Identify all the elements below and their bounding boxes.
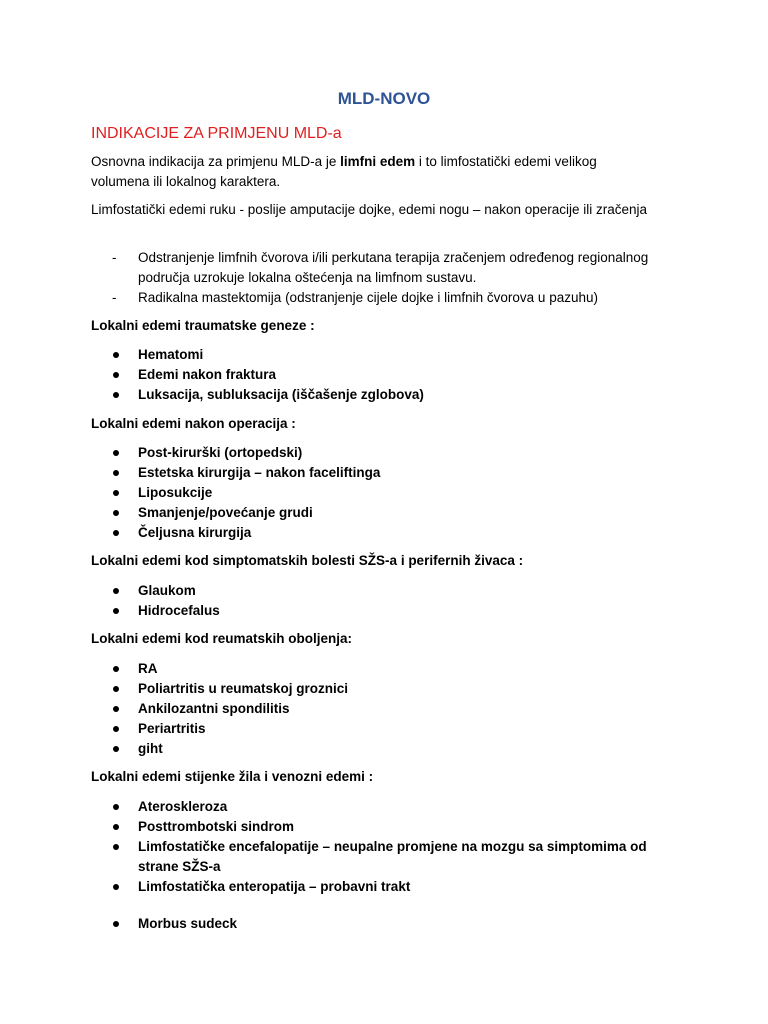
- bullet-icon: [113, 392, 119, 398]
- dash-marker: -: [112, 250, 117, 265]
- list-item: [0, 503, 658, 523]
- bullet-icon: [113, 706, 119, 712]
- list-item-text: Periartritis: [138, 721, 206, 736]
- list-item-text: Ateroskleroza: [138, 799, 228, 814]
- list-item: [0, 483, 658, 503]
- list-item-text: Limfostatičke encefalopatije – neupalne promjene na mozgu sa simptomima od strane SŽS-a: [138, 839, 647, 874]
- list-item-text: Odstranjenje limfnih čvorova i/ili perkutana terapija zračenjem određenog regionalnog područja uzrokuje lokalna oštećenja na limfnom sustavu.: [138, 250, 649, 285]
- list-item: [0, 523, 658, 543]
- list-item: [0, 719, 658, 739]
- list-item: [0, 837, 658, 877]
- bullet-icon: [113, 884, 119, 890]
- dash-marker: -: [112, 290, 117, 305]
- bullet-icon: [113, 490, 119, 496]
- bullet-icon: [113, 530, 119, 536]
- list-item: [0, 659, 658, 679]
- list-item: [0, 288, 658, 308]
- intro-text-before: Osnovna indikacija za primjenu MLD-a je: [91, 154, 341, 169]
- list-item: [0, 797, 658, 817]
- bullet-icon: [113, 470, 119, 476]
- section-heading: Lokalni edemi kod reumatskih oboljenja:: [91, 631, 353, 646]
- page-title: MLD-NOVO: [337, 89, 431, 108]
- list-item-text: Morbus sudeck: [138, 916, 238, 931]
- list-item-text: Radikalna mastektomija (odstranjenje cijele dojke i limfnih čvorova u pazuhu): [138, 290, 598, 305]
- dash-list: [0, 248, 700, 308]
- list-item: [0, 679, 658, 699]
- list-item-text: RA: [138, 661, 158, 676]
- list-item: [0, 699, 658, 719]
- bullet-icon: [113, 510, 119, 516]
- list-item: [0, 365, 658, 385]
- list-item-text: Ankilozantni spondilitis: [138, 701, 290, 716]
- list-item: [0, 877, 658, 897]
- bullet-icon: [113, 804, 119, 810]
- section-heading: Lokalni edemi traumatske geneze :: [91, 318, 315, 333]
- bullet-icon: [113, 352, 119, 358]
- bullet-icon: [113, 921, 119, 927]
- list-item: [0, 463, 658, 483]
- list-item-text: Estetska kirurgija – nakon faceliftinga: [138, 465, 381, 480]
- list-item-text: Luksacija, subluksacija (iščašenje zglobova): [138, 387, 424, 402]
- list-item: [0, 385, 658, 405]
- section-heading: Lokalni edemi nakon operacija :: [91, 416, 296, 431]
- list-item-text: Glaukom: [138, 583, 196, 598]
- bullet-list: [0, 659, 700, 759]
- bullet-list: [0, 581, 700, 621]
- bullet-icon: [113, 372, 119, 378]
- bullet-icon: [113, 746, 119, 752]
- list-item-text: Poliartritis u reumatskoj groznici: [138, 681, 349, 696]
- list-item: [0, 914, 658, 934]
- intro-paragraph: [91, 152, 651, 192]
- list-item-text: Čeljusna kirurgija: [138, 525, 252, 540]
- bullet-list: [0, 914, 700, 934]
- list-item: [0, 248, 658, 288]
- bullet-icon: [113, 824, 119, 830]
- bullet-icon: [113, 686, 119, 692]
- bullet-icon: [113, 450, 119, 456]
- bullet-list: [0, 345, 700, 405]
- list-item-text: Edemi nakon fraktura: [138, 367, 277, 382]
- section-subtitle: INDIKACIJE ZA PRIMJENU MLD-a: [91, 125, 342, 142]
- bullet-icon: [113, 588, 119, 594]
- list-item: [0, 581, 658, 601]
- section-heading: Lokalni edemi stijenke žila i venozni edemi :: [91, 769, 374, 784]
- list-item: [0, 817, 658, 837]
- bullet-list: [0, 797, 700, 897]
- bullet-icon: [113, 666, 119, 672]
- list-item-text: giht: [138, 741, 163, 756]
- list-item-text: Limfostatička enteropatija – probavni trakt: [138, 879, 411, 894]
- intro-text-after: i to limfostatički edemi velikog volumena ili lokalnog karaktera.: [91, 154, 597, 189]
- list-item-text: Hematomi: [138, 347, 204, 362]
- list-item-text: Liposukcije: [138, 485, 213, 500]
- list-item: [0, 739, 658, 759]
- list-item: [0, 601, 658, 621]
- list-item-text: Smanjenje/povećanje grudi: [138, 505, 313, 520]
- list-item: [0, 345, 658, 365]
- lymphostatic-paragraph: Limfostatički edemi ruku - poslije amputacije dojke, edemi nogu – nakon operacije ili zračenja: [91, 202, 648, 217]
- bullet-icon: [113, 726, 119, 732]
- list-item-text: Posttrombotski sindrom: [138, 819, 295, 834]
- list-item: [0, 443, 658, 463]
- intro-text-bold: limfni edem: [340, 154, 416, 169]
- list-item-text: Hidrocefalus: [138, 603, 220, 618]
- list-item-text: Post-kirurški (ortopedski): [138, 445, 303, 460]
- bullet-icon: [113, 608, 119, 614]
- section-heading: Lokalni edemi kod simptomatskih bolesti SŽS-a i perifernih živaca :: [91, 553, 524, 568]
- bullet-list: [0, 443, 700, 543]
- bullet-icon: [113, 844, 119, 850]
